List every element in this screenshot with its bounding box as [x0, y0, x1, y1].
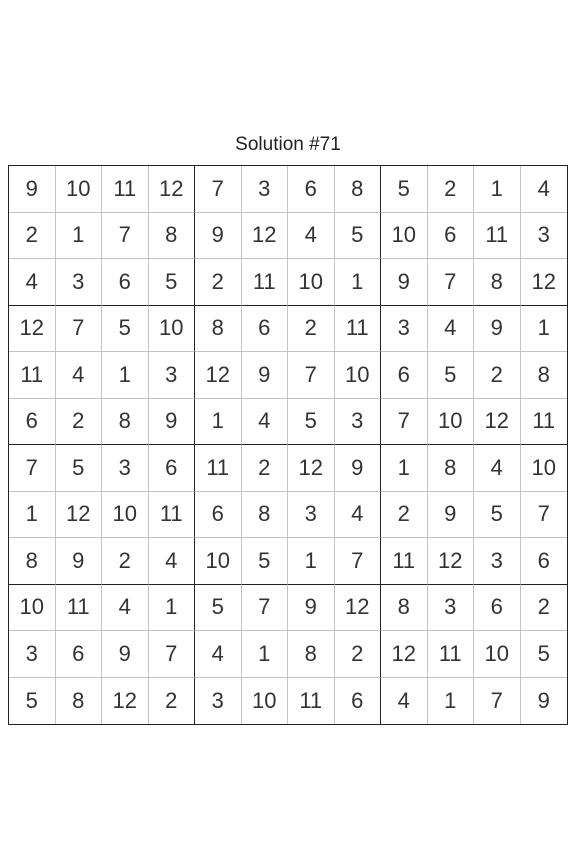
grid-cell: 10 [288, 259, 335, 306]
grid-cell: 4 [521, 166, 568, 213]
grid-cell: 4 [102, 585, 149, 632]
grid-cell: 6 [56, 631, 103, 678]
grid-cell: 7 [102, 213, 149, 260]
grid-cell: 3 [474, 538, 521, 585]
grid-cell: 5 [149, 259, 196, 306]
grid-cell: 6 [149, 445, 196, 492]
grid-cell: 8 [521, 352, 568, 399]
grid-cell: 6 [335, 678, 382, 725]
grid-cell: 9 [428, 492, 475, 539]
grid-cell: 12 [335, 585, 382, 632]
grid-cell: 12 [288, 445, 335, 492]
grid-cell: 10 [9, 585, 56, 632]
grid-cell: 7 [521, 492, 568, 539]
grid-cell: 8 [335, 166, 382, 213]
grid-cell: 3 [102, 445, 149, 492]
grid-cell: 11 [288, 678, 335, 725]
grid-cell: 1 [9, 492, 56, 539]
grid-cell: 8 [288, 631, 335, 678]
grid-cell: 2 [56, 399, 103, 446]
grid-cell: 10 [474, 631, 521, 678]
grid-cell: 8 [474, 259, 521, 306]
grid-cell: 8 [428, 445, 475, 492]
grid-cell: 10 [242, 678, 289, 725]
grid-cell: 8 [381, 585, 428, 632]
grid-cell: 1 [102, 352, 149, 399]
grid-cell: 9 [195, 213, 242, 260]
sudoku-grid [8, 165, 568, 725]
grid-cell: 3 [521, 213, 568, 260]
grid-cell: 2 [102, 538, 149, 585]
grid-cell: 8 [242, 492, 289, 539]
grid-cell: 11 [102, 166, 149, 213]
grid-cell: 1 [195, 399, 242, 446]
grid-cell: 11 [242, 259, 289, 306]
grid-cell: 4 [428, 306, 475, 353]
grid-cell: 6 [9, 399, 56, 446]
grid-cell: 8 [56, 678, 103, 725]
grid-cell: 3 [149, 352, 196, 399]
grid-cell: 12 [102, 678, 149, 725]
grid-cell: 8 [9, 538, 56, 585]
grid-cell: 6 [474, 585, 521, 632]
grid-cell: 3 [9, 631, 56, 678]
grid-cell: 10 [102, 492, 149, 539]
grid-cell: 10 [56, 166, 103, 213]
grid-cell: 5 [335, 213, 382, 260]
grid-cell: 2 [521, 585, 568, 632]
grid-cell: 1 [149, 585, 196, 632]
grid-cell: 11 [9, 352, 56, 399]
grid-cell: 9 [288, 585, 335, 632]
grid-cell: 11 [428, 631, 475, 678]
grid-cell: 3 [428, 585, 475, 632]
grid-cell: 12 [242, 213, 289, 260]
grid-cell: 2 [381, 492, 428, 539]
grid-cell: 7 [9, 445, 56, 492]
grid-cell: 4 [195, 631, 242, 678]
grid-cell: 12 [474, 399, 521, 446]
grid-cell: 1 [56, 213, 103, 260]
grid-cell: 10 [381, 213, 428, 260]
grid-cell: 3 [56, 259, 103, 306]
grid-cell: 10 [195, 538, 242, 585]
grid-cell: 1 [474, 166, 521, 213]
grid-cell: 5 [288, 399, 335, 446]
grid-cell: 5 [381, 166, 428, 213]
grid-cell: 3 [195, 678, 242, 725]
grid-cell: 2 [335, 631, 382, 678]
grid-cell: 7 [56, 306, 103, 353]
grid-cell: 6 [521, 538, 568, 585]
grid-cell: 7 [288, 352, 335, 399]
grid-cell: 5 [474, 492, 521, 539]
grid-cell: 7 [474, 678, 521, 725]
grid-cell: 12 [56, 492, 103, 539]
grid-cell: 5 [9, 678, 56, 725]
grid-cell: 5 [195, 585, 242, 632]
grid-cell: 7 [242, 585, 289, 632]
grid-cell: 9 [102, 631, 149, 678]
grid-cell: 10 [335, 352, 382, 399]
grid-cell: 9 [335, 445, 382, 492]
grid-cell: 11 [195, 445, 242, 492]
grid-cell: 6 [102, 259, 149, 306]
grid-cell: 6 [428, 213, 475, 260]
grid-cell: 2 [149, 678, 196, 725]
grid-cell: 5 [242, 538, 289, 585]
grid-cell: 4 [381, 678, 428, 725]
grid-cell: 9 [56, 538, 103, 585]
grid-cell: 8 [195, 306, 242, 353]
grid-cell: 7 [381, 399, 428, 446]
grid-cell: 6 [195, 492, 242, 539]
grid-cell: 12 [428, 538, 475, 585]
grid-cell: 4 [288, 213, 335, 260]
grid-cell: 4 [474, 445, 521, 492]
grid-cell: 8 [149, 213, 196, 260]
grid-cell: 3 [288, 492, 335, 539]
grid-cell: 9 [149, 399, 196, 446]
grid-cell: 5 [521, 631, 568, 678]
grid-cell: 1 [242, 631, 289, 678]
grid-cell: 11 [474, 213, 521, 260]
grid-cell: 9 [474, 306, 521, 353]
grid-cell: 3 [381, 306, 428, 353]
grid-cell: 8 [102, 399, 149, 446]
grid-cell: 2 [428, 166, 475, 213]
grid-cell: 4 [9, 259, 56, 306]
grid-cell: 11 [335, 306, 382, 353]
grid-cell: 4 [242, 399, 289, 446]
grid-cell: 9 [381, 259, 428, 306]
grid-cell: 9 [9, 166, 56, 213]
grid-cell: 2 [474, 352, 521, 399]
grid-cell: 9 [242, 352, 289, 399]
grid-cell: 3 [335, 399, 382, 446]
grid-cell: 12 [381, 631, 428, 678]
grid-cell: 6 [381, 352, 428, 399]
grid-cell: 12 [195, 352, 242, 399]
grid-cell: 4 [149, 538, 196, 585]
grid-cell: 5 [102, 306, 149, 353]
puzzle-title: Solution #71 [235, 134, 341, 155]
grid-cell: 11 [381, 538, 428, 585]
grid-cell: 4 [335, 492, 382, 539]
grid-cell: 2 [9, 213, 56, 260]
grid-cell: 6 [288, 166, 335, 213]
grid-cell: 11 [56, 585, 103, 632]
grid-cell: 5 [56, 445, 103, 492]
grid-cell: 2 [242, 445, 289, 492]
grid-cell: 10 [521, 445, 568, 492]
grid-cell: 5 [428, 352, 475, 399]
grid-cell: 7 [428, 259, 475, 306]
grid-cell: 9 [537, 687, 550, 713]
grid-cell: 1 [428, 678, 475, 725]
grid-cell: 7 [335, 538, 382, 585]
grid-cell: 12 [149, 166, 196, 213]
grid-cell: 4 [56, 352, 103, 399]
grid-cell: 7 [195, 166, 242, 213]
grid-cell: 1 [381, 445, 428, 492]
grid-cell: 2 [195, 259, 242, 306]
grid-cell: 12 [521, 259, 568, 306]
grid-cell: 11 [149, 492, 196, 539]
grid-cell: 12 [9, 306, 56, 353]
grid-cell: 10 [149, 306, 196, 353]
grid-cell: 7 [149, 631, 196, 678]
grid-cell: 2 [288, 306, 335, 353]
grid-cell: 11 [521, 399, 568, 446]
grid-cell: 1 [335, 259, 382, 306]
grid-cell: 10 [428, 399, 475, 446]
grid-cell: 1 [288, 538, 335, 585]
grid-cell: 3 [242, 166, 289, 213]
grid-cell: 1 [521, 306, 568, 353]
grid-cell: 6 [242, 306, 289, 353]
